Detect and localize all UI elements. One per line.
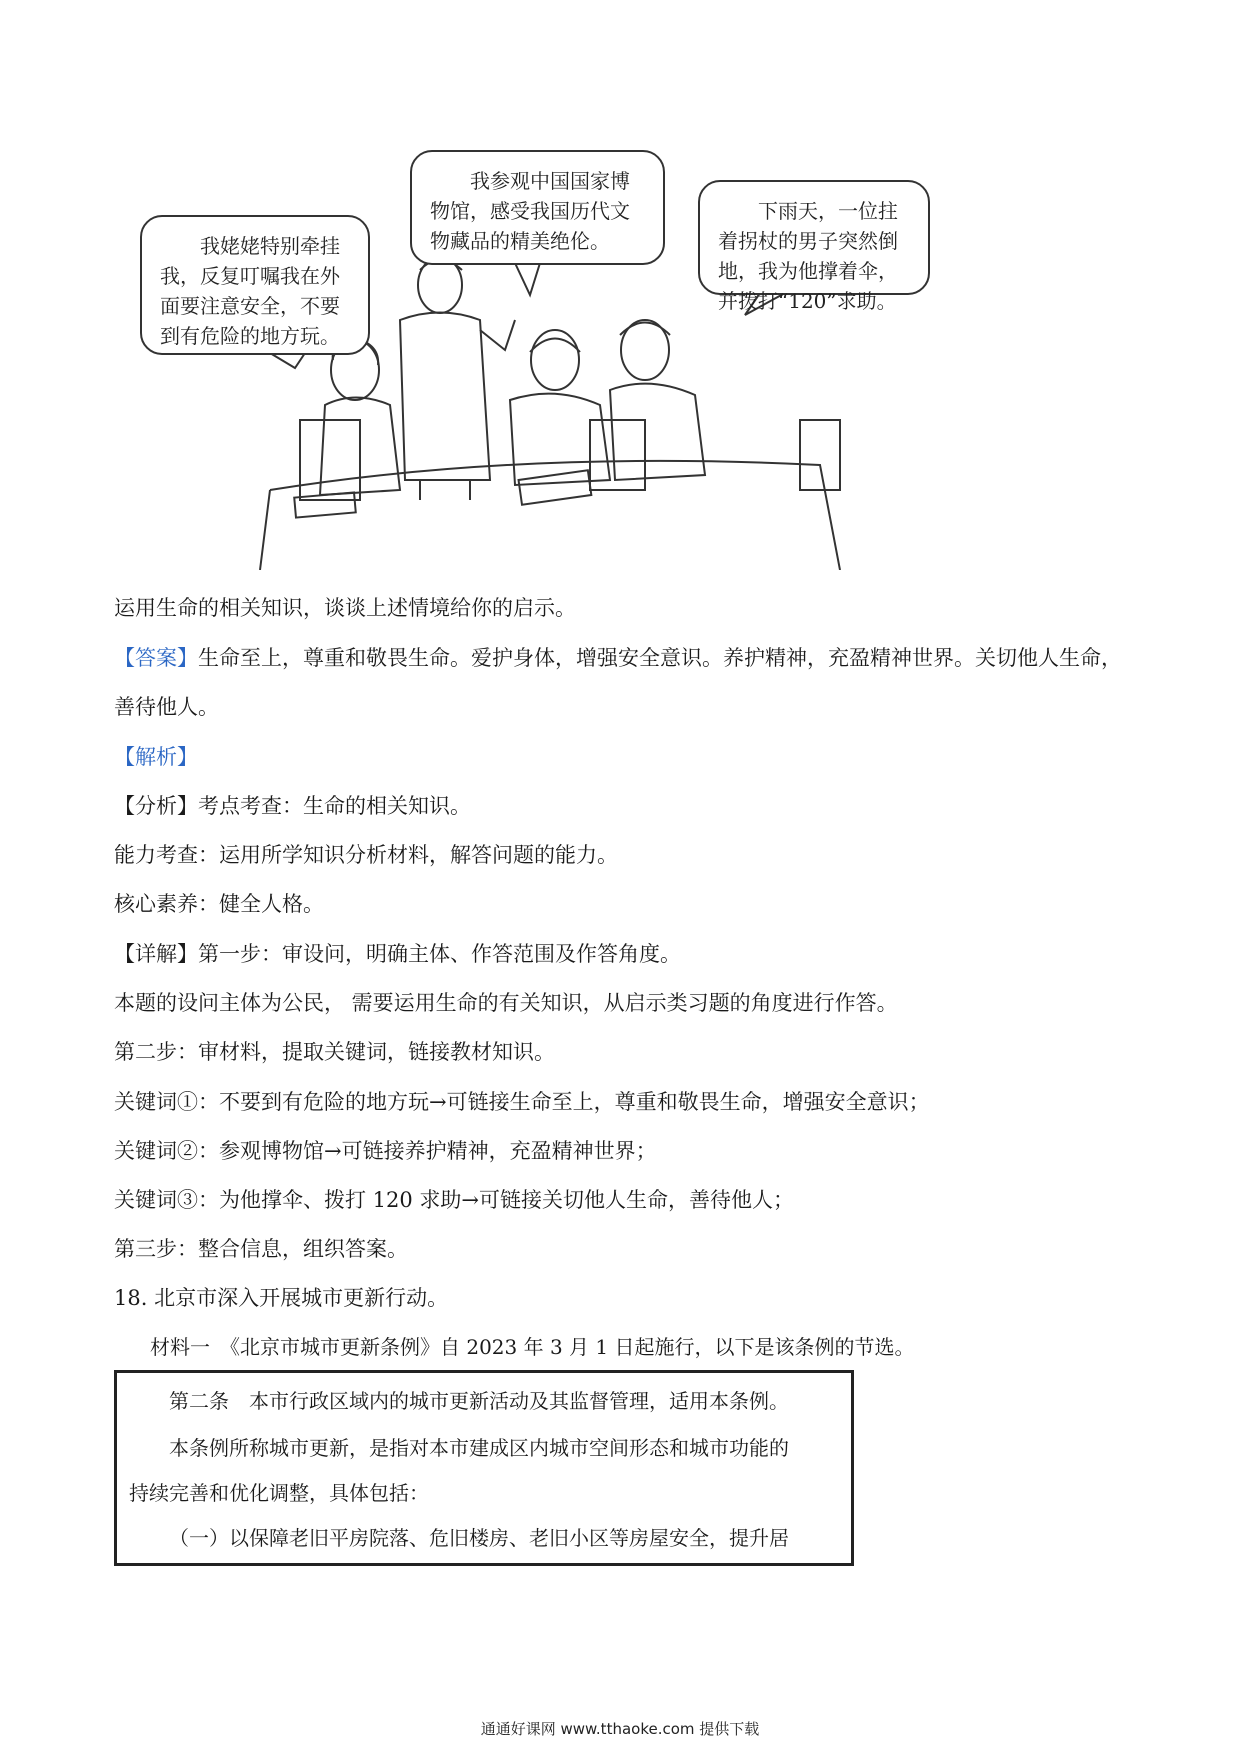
subject-text: 本题的设问主体为公民， 需要运用生命的有关知识，从启示类习题的角度进行作答。: [114, 991, 898, 1015]
ability-text: 能力考查：运用所学知识分析材料，解答问题的能力。: [114, 843, 618, 867]
keyword-2: 关键词②：参观博物馆→可链接养护精神，充盈精神世界；: [114, 1139, 657, 1163]
question-18-title: 18. 北京市深入开展城市更新行动。: [114, 1286, 449, 1310]
excerpt-paragraph-2: 本条例所称城市更新，是指对本市建成区内城市空间形态和城市功能的: [169, 1436, 789, 1460]
excerpt-paragraph-1: 第二条 本市行政区域内的城市更新活动及其监督管理，适用本条例。: [169, 1389, 789, 1413]
detail-step-1: [114, 940, 681, 968]
keyword-1: 关键词①：不要到有危险的地方玩→可链接生命至上，尊重和敬畏生命，增强安全意识；: [114, 1090, 930, 1114]
classroom-illustration: [120, 120, 940, 570]
detail-step-2: 第二步：审材料，提取关键词，链接教材知识。: [114, 1040, 555, 1064]
question-text: 运用生命的相关知识，谈谈上述情境给你的启示。: [114, 596, 576, 620]
detail-label: 【详解】: [114, 942, 198, 966]
answer-label: 【答案】: [114, 646, 198, 670]
fenxi-text: 考点考查：生命的相关知识。: [198, 794, 471, 818]
speech-bubble-grandma: 我姥姥特别牵挂我，反复叮嘱我在外面要注意安全，不要到有危险的地方玩。: [140, 215, 370, 355]
excerpt-paragraph-4: （一）以保障老旧平房院落、危旧楼房、老旧小区等房屋安全，提升居: [169, 1526, 789, 1550]
core-literacy-text: 核心素养：健全人格。: [114, 892, 324, 916]
answer-line-1: [114, 644, 1122, 672]
answer-text-1: 生命至上，尊重和敬畏生命。爱护身体，增强安全意识。养护精神，充盈精神世界。关切他人生命，: [198, 646, 1122, 670]
keyword-3: 关键词③：为他撑伞、拨打 120 求助→可链接关切他人生命，善待他人；: [114, 1188, 795, 1212]
answer-line-2: 善待他人。: [114, 695, 219, 719]
regulation-excerpt-box: [114, 1370, 854, 1566]
excerpt-paragraph-3: 持续完善和优化调整，具体包括：: [129, 1481, 429, 1505]
analysis-point: [114, 792, 471, 820]
detail-step-3: 第三步：整合信息，组织答案。: [114, 1237, 408, 1261]
material-1-intro: 材料一 《北京市城市更新条例》自 2023 年 3 月 1 日起施行，以下是该条例的节选。: [150, 1335, 915, 1359]
page-footer: 通通好课网 www.tthaoke.com 提供下载: [480, 1720, 760, 1738]
fenxi-label: 【分析】: [114, 794, 198, 818]
analysis-label: 【解析】: [114, 745, 198, 769]
speech-bubble-museum: 我参观中国国家博物馆，感受我国历代文物藏品的精美绝伦。: [410, 150, 665, 265]
detail-text: 第一步：审设问，明确主体、作答范围及作答角度。: [198, 942, 681, 966]
speech-bubble-umbrella: 下雨天，一位拄着拐杖的男子突然倒地，我为他撑着伞，并拨打“120”求助。: [698, 180, 930, 295]
